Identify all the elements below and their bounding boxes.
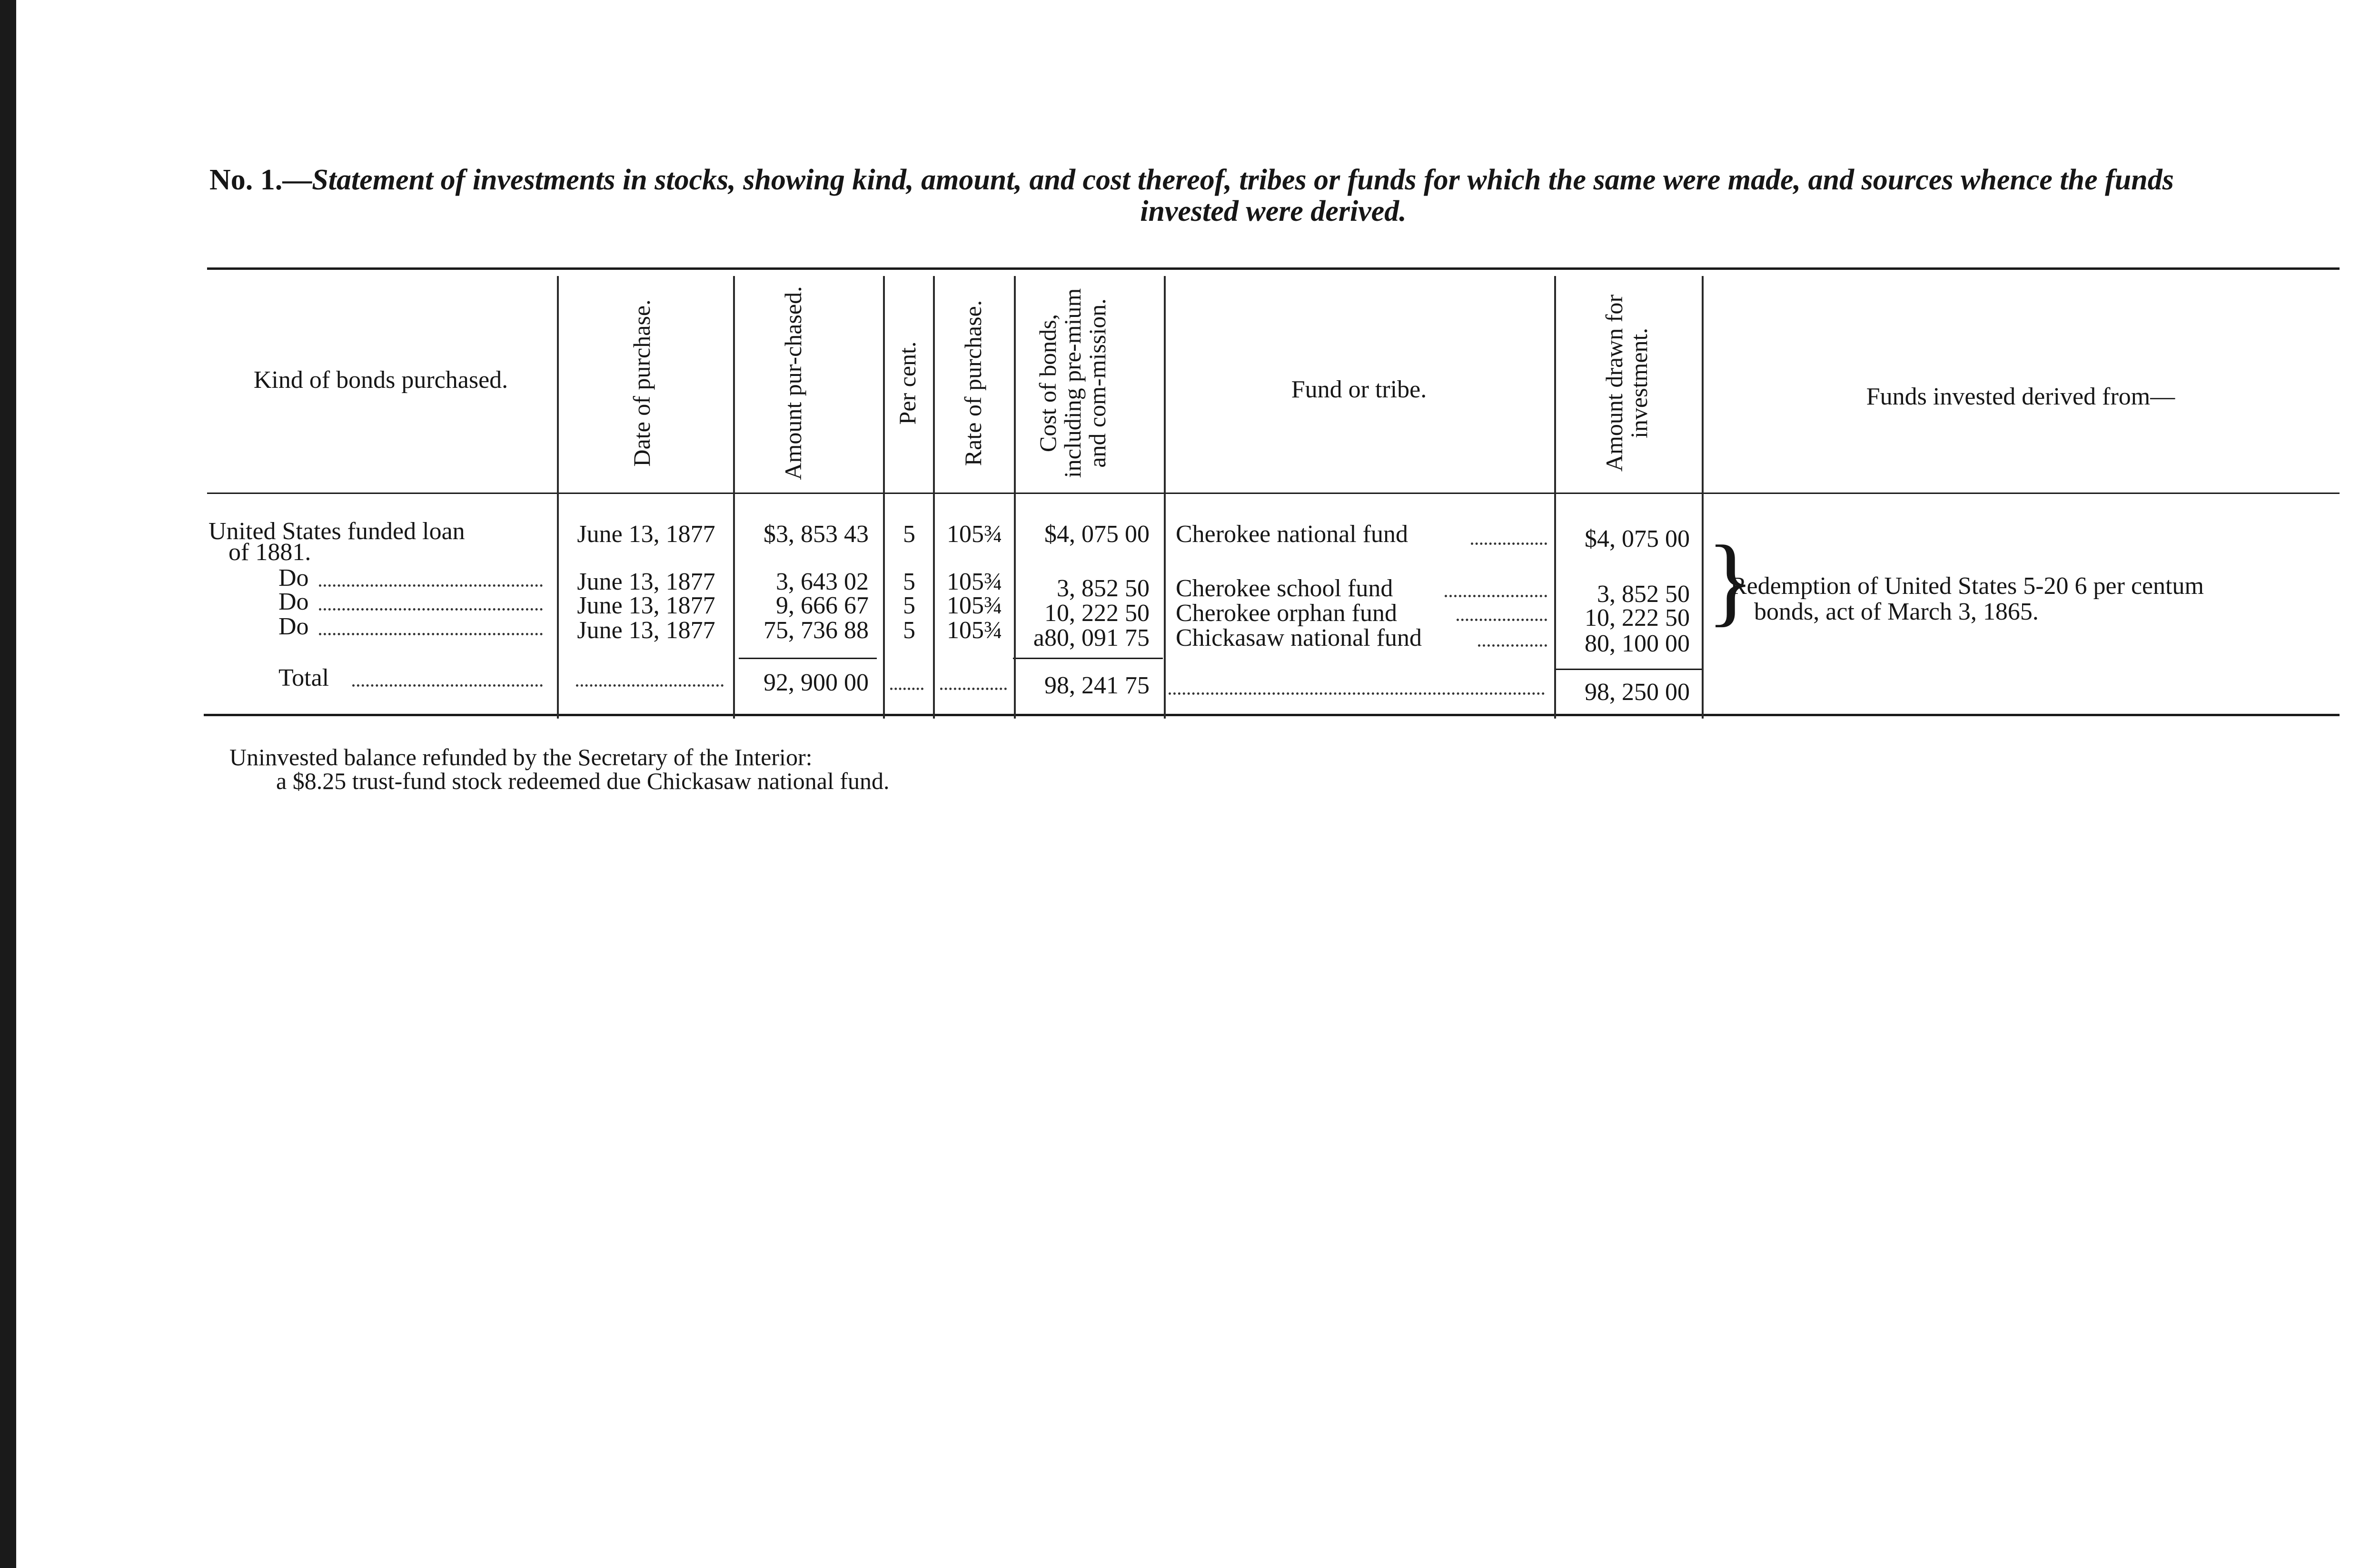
row1-rate: 105¾ — [947, 521, 1002, 548]
row3-drawn: 10, 222 50 — [1585, 604, 1690, 631]
drawn-sum-rule — [1554, 669, 1702, 670]
leader-dots — [576, 684, 724, 687]
row2-drawn: 3, 852 50 — [1597, 581, 1690, 608]
leader-dots — [890, 688, 923, 690]
row3-rate: 105¾ — [947, 592, 1002, 619]
row2-amount: 3, 643 02 — [776, 568, 869, 595]
col-divider-3 — [883, 276, 885, 719]
table-title — [209, 164, 2337, 227]
col-divider-4 — [933, 276, 935, 719]
row1-kind-cont: of 1881. — [228, 539, 311, 566]
scan-edge — [0, 0, 16, 1568]
table-number: No. 1.— — [209, 164, 312, 196]
brace-icon: } — [1706, 525, 1755, 636]
leader-dots — [1169, 692, 1545, 695]
col-divider-6 — [1164, 276, 1166, 719]
title-line1: Statement of investments in stocks, showing kind, amount, and cost thereof, tribes or funds for which the same were made, and sources whence the funds — [312, 164, 2174, 196]
leader-dots — [1471, 542, 1547, 545]
leader-dots — [319, 584, 543, 587]
row4-drawn: 80, 100 00 — [1585, 630, 1690, 657]
derived-line2: bonds, act of March 3, 1865. — [1754, 598, 2039, 625]
row1-cost: $4, 075 00 — [1044, 521, 1150, 548]
derived-line1: Redemption of United States 5-20 6 per centum — [1730, 572, 2204, 600]
total-amount: 92, 900 00 — [764, 669, 869, 696]
row2-date: June 13, 1877 — [577, 568, 715, 595]
row1-fund: Cherokee national fund — [1176, 521, 1408, 548]
cost-sum-rule — [1013, 658, 1163, 659]
row1-drawn: $4, 075 00 — [1585, 525, 1690, 552]
header-bottom-rule — [207, 493, 2340, 494]
row3-amount: 9, 666 67 — [776, 592, 869, 619]
total-cost: 98, 241 75 — [1044, 672, 1150, 699]
leader-dots — [319, 608, 543, 611]
footnote-2: a $8.25 trust-fund stock redeemed due Chickasaw national fund. — [276, 768, 890, 794]
row2-percent: 5 — [903, 568, 915, 595]
total-label: Total — [278, 664, 329, 691]
header-amount: Amount pur-chased. — [780, 286, 806, 480]
leader-dots — [319, 633, 543, 635]
leader-dots — [352, 684, 543, 687]
row2-fund: Cherokee school fund — [1176, 575, 1393, 602]
leader-dots — [1478, 644, 1547, 647]
footnote-1: Uninvested balance refunded by the Secretary of the Interior: — [229, 744, 813, 770]
leader-dots — [1457, 619, 1547, 621]
header-fund: Fund or tribe. — [1291, 376, 1427, 403]
row3-date: June 13, 1877 — [577, 592, 715, 619]
row4-amount: 75, 736 88 — [764, 617, 869, 644]
row4-kind: Do — [278, 613, 309, 640]
row2-kind: Do — [278, 564, 309, 592]
header-rate: Rate of purchase. — [960, 300, 986, 466]
header-cost: Cost of bonds, including pre-mium and com-mission. — [1034, 288, 1111, 478]
col-divider-5 — [1014, 276, 1016, 719]
header-derived: Funds invested derived from— — [1866, 383, 2175, 410]
row2-rate: 105¾ — [947, 568, 1002, 595]
amount-sum-rule — [739, 658, 877, 659]
leader-dots — [940, 688, 1007, 690]
row4-percent: 5 — [903, 617, 915, 644]
row4-cost: a80, 091 75 — [1033, 624, 1150, 651]
row3-cost: 10, 222 50 — [1044, 600, 1150, 627]
row1-date: June 13, 1877 — [577, 521, 715, 548]
header-percent: Per cent. — [894, 341, 921, 425]
row2-cost: 3, 852 50 — [1057, 575, 1150, 602]
col-divider-2 — [733, 276, 735, 719]
row1-amount: $3, 853 43 — [764, 521, 869, 548]
row4-rate: 105¾ — [947, 617, 1002, 644]
row3-kind: Do — [278, 588, 309, 615]
col-divider-7 — [1554, 276, 1556, 719]
col-divider-8 — [1702, 276, 1704, 719]
row3-fund: Cherokee orphan fund — [1176, 600, 1397, 627]
row1-percent: 5 — [903, 521, 915, 548]
row1-kind: United States funded loan — [208, 518, 465, 545]
row4-date: June 13, 1877 — [577, 617, 715, 644]
row4-fund: Chickasaw national fund — [1176, 624, 1422, 651]
header-date: Date of purchase. — [628, 299, 655, 467]
row3-percent: 5 — [903, 592, 915, 619]
table-top-rule — [207, 267, 2340, 270]
total-drawn: 98, 250 00 — [1585, 679, 1690, 706]
title-line2: invested were derived. — [1140, 195, 1407, 227]
leader-dots — [1445, 595, 1547, 597]
header-drawn: Amount drawn for investment. — [1601, 294, 1652, 472]
header-kind: Kind of bonds purchased. — [253, 366, 508, 394]
col-divider-1 — [557, 276, 559, 719]
table-bottom-rule — [204, 714, 2340, 716]
